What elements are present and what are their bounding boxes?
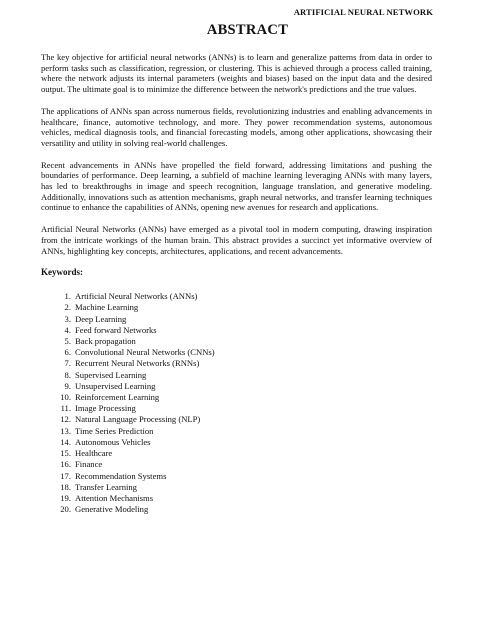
keyword-item <box>56 347 432 358</box>
keyword-item <box>56 459 432 470</box>
keyword-item <box>56 482 432 493</box>
keyword-item <box>56 370 432 381</box>
keyword-item <box>56 325 432 336</box>
keyword-text: Back propagation <box>75 336 136 347</box>
abstract-paragraph: The key objective for artificial neural networks (ANNs) is to learn and generalize patterns from data in order to perform tasks such as classification, regression, or clustering. This is achieved through a process called training, where the network adjusts its internal parameters (weights and biases) based on the input data and the desired output. The ultimate goal is to minimize the difference between the network's predictions and the true values. <box>41 52 432 95</box>
keyword-text: Attention Mechanisms <box>75 492 154 503</box>
keyword-text: Autonomous Vehicles <box>75 436 151 447</box>
keyword-item <box>56 448 432 459</box>
keyword-text: Deep Learning <box>75 313 127 324</box>
keyword-number: 10. <box>60 392 71 403</box>
keyword-number: 20. <box>60 504 71 515</box>
keyword-number: 5. <box>64 336 71 347</box>
keyword-text: Unsupervised Learning <box>75 380 156 391</box>
keyword-item <box>56 426 432 437</box>
keyword-text: Image Processing <box>75 403 136 414</box>
keyword-item <box>56 414 432 425</box>
keyword-item <box>56 493 432 504</box>
abstract-paragraph: Recent advancements in ANNs have propelled the field forward, addressing limitations and pushing the boundaries of performance. Deep learning, a subfield of machine learning leveraging ANNs with many layers, has led to breakthroughs in image and speech recognition, language translation, and generative modeling. Additionally, innovations such as attention mechanisms, graph neural networks, and transfer learning techniques continue to enhance the capabilities of ANNs, opening new avenues for research and applications. <box>41 159 432 213</box>
keyword-number: 11. <box>60 403 71 414</box>
keyword-item <box>56 437 432 448</box>
keyword-number: 13. <box>60 425 71 436</box>
keyword-number: 7. <box>64 358 71 369</box>
keyword-text: Healthcare <box>75 448 113 459</box>
keyword-item <box>56 381 432 392</box>
keyword-number: 19. <box>60 492 71 503</box>
abstract-paragraph: Artificial Neural Networks (ANNs) have emerged as a pivotal tool in modern computing, drawing inspiration from the intricate workings of the human brain. This abstract provides a succinct yet informative overview of ANNs, highlighting key concepts, architectures, applications, and recent advancements. <box>41 224 432 256</box>
keyword-item <box>56 314 432 325</box>
keyword-item <box>56 302 432 313</box>
keyword-text: Reinforcement Learning <box>75 392 160 403</box>
keyword-text: Natural Language Processing (NLP) <box>75 414 201 425</box>
abstract-paragraph: The applications of ANNs span across numerous fields, revolutionizing industries and enabling advancements in healthcare, finance, automotive technology, and more. They power recommendation systems, autonomous vehicles, medical diagnosis tools, and financial forecasting models, among other applications, showcasing their versatility and utility in solving real-world challenges. <box>41 105 432 148</box>
keyword-item <box>56 471 432 482</box>
keyword-text: Generative Modeling <box>75 504 149 515</box>
keyword-number: 12. <box>60 414 71 425</box>
keyword-text: Time Series Prediction <box>75 425 154 436</box>
keyword-text: Recommendation Systems <box>75 470 167 481</box>
keyword-item <box>56 504 432 515</box>
keyword-number: 15. <box>60 448 71 459</box>
keyword-number: 3. <box>64 313 71 324</box>
keyword-number: 2. <box>64 302 71 313</box>
keyword-item <box>56 358 432 369</box>
keyword-text: Machine Learning <box>75 302 139 313</box>
keyword-text: Artificial Neural Networks (ANNs) <box>75 291 198 302</box>
keyword-text: Supervised Learning <box>75 369 147 380</box>
keyword-text: Feed forward Networks <box>75 324 157 335</box>
keyword-number: 16. <box>60 459 71 470</box>
running-header: ARTIFICIAL NEURAL NETWORK <box>293 7 433 17</box>
keywords-list <box>41 291 432 515</box>
keyword-number: 6. <box>64 347 71 358</box>
keyword-text: Recurrent Neural Networks (RNNs) <box>75 358 200 369</box>
keyword-item <box>56 392 432 403</box>
keyword-item <box>56 291 432 302</box>
keyword-number: 14. <box>60 436 71 447</box>
keyword-text: Finance <box>75 459 103 470</box>
keyword-item <box>56 336 432 347</box>
keyword-number: 8. <box>64 369 71 380</box>
keyword-number: 9. <box>64 380 71 391</box>
keyword-text: Transfer Learning <box>75 481 137 492</box>
keyword-number: 18. <box>60 481 71 492</box>
abstract-body <box>41 52 432 515</box>
abstract-title: ABSTRACT <box>206 22 289 38</box>
keyword-item <box>56 403 432 414</box>
keyword-text: Convolutional Neural Networks (CNNs) <box>75 347 215 358</box>
keyword-number: 1. <box>64 291 71 302</box>
keyword-number: 4. <box>64 324 71 335</box>
keywords-heading: Keywords: <box>41 267 83 278</box>
keyword-number: 17. <box>60 470 71 481</box>
